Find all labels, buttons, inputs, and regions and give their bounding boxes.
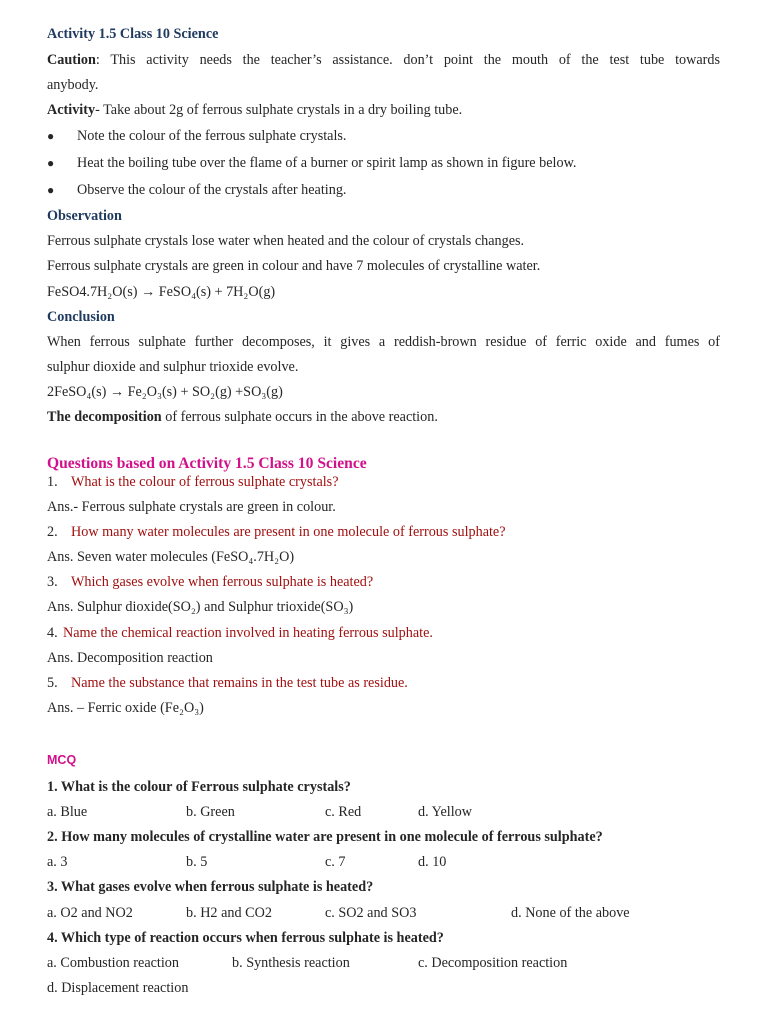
- activity-line: [47, 101, 720, 119]
- conclusion-final-rest: of ferrous sulphate occurs in the above reaction.: [161, 409, 438, 425]
- question-text: How many water molecules are present in one molecule of ferrous sulphate?: [71, 524, 506, 540]
- conclusion-line-1: When ferrous sulphate further decomposes, it gives a reddish-brown residue of ferric oxide and fumes of: [47, 334, 720, 350]
- mcq-option: c. Decomposition reaction: [418, 955, 568, 971]
- caution-text: : This activity needs the teacher’s assistance. don’t point the mouth of the test tube towards: [95, 52, 720, 68]
- mcq-option: d. None of the above: [511, 905, 630, 921]
- bullet-text: Heat the boiling tube over the flame of a burner or spirit lamp as shown in figure below.: [77, 155, 577, 171]
- question-text: Which gases evolve when ferrous sulphate is heated?: [71, 574, 374, 590]
- mcq-option: c. Red: [325, 804, 362, 820]
- question-item: [47, 624, 720, 642]
- bullet-text: Observe the colour of the crystals after heating.: [77, 182, 347, 198]
- mcq-option: a. 3: [47, 854, 68, 870]
- question-number: 5.: [47, 675, 58, 691]
- mcq-option: d. Displacement reaction: [47, 980, 189, 996]
- conclusion-final-bold: The decomposition: [47, 409, 162, 425]
- mcq-option: a. Blue: [47, 804, 88, 820]
- question-text: What is the colour of ferrous sulphate crystals?: [71, 474, 339, 490]
- conclusion-line-2: sulphur dioxide and sulphur trioxide evolve.: [47, 359, 299, 375]
- caution-label: Caution: [47, 52, 96, 68]
- conclusion-final: [47, 408, 720, 426]
- mcq-question: 1. What is the colour of Ferrous sulphate crystals?: [47, 779, 351, 795]
- answer-text: Ans. – Ferric oxide (Fe₂O₃): [47, 700, 204, 716]
- mcq-option: c. 7: [325, 854, 346, 870]
- conclusion-equation: 2FeSO₄(s) → Fe₂O₃(s) + SO₂(g) +SO₃(g): [47, 384, 283, 400]
- question-item: [47, 674, 720, 692]
- mcq-option: b. 5: [186, 854, 208, 870]
- question-text: Name the chemical reaction involved in heating ferrous sulphate.: [63, 625, 433, 641]
- question-number: 1.: [47, 474, 58, 490]
- caution-line-2: anybody.: [47, 77, 99, 93]
- observation-equation: FeSO4.7H₂O(s) → FeSO₄(s) + 7H₂O(g): [47, 284, 276, 300]
- mcq-option: c. SO2 and SO3: [325, 905, 417, 921]
- question-item: [47, 573, 720, 591]
- mcq-question: 4. Which type of reaction occurs when ferrous sulphate is heated?: [47, 930, 444, 946]
- observation-heading: Observation: [47, 208, 122, 224]
- mcq-question: 2. How many molecules of crystalline water are present in one molecule of ferrous sulphate?: [47, 829, 603, 845]
- mcq-option: b. Synthesis reaction: [232, 955, 350, 971]
- activity-text: - Take about 2g of ferrous sulphate crystals in a dry boiling tube.: [95, 102, 463, 118]
- bullet-icon: ●: [47, 156, 55, 170]
- mcq-question: 3. What gases evolve when ferrous sulphate is heated?: [47, 879, 374, 895]
- question-item: [47, 523, 720, 541]
- mcq-option: b. Green: [186, 804, 235, 820]
- page-title: Activity 1.5 Class 10 Science: [47, 26, 219, 42]
- caution-line-1: [47, 51, 720, 69]
- mcq-option: d. Yellow: [418, 804, 473, 820]
- answer-text: Ans. Decomposition reaction: [47, 650, 213, 666]
- activity-label: Activity: [47, 102, 96, 118]
- question-text: Name the substance that remains in the test tube as residue.: [71, 675, 408, 691]
- mcq-option: a. O2 and NO2: [47, 905, 133, 921]
- answer-text: Ans.- Ferrous sulphate crystals are green in colour.: [47, 499, 336, 515]
- question-number: 3.: [47, 574, 58, 590]
- mcq-option: d. 10: [418, 854, 447, 870]
- question-item: [47, 473, 720, 491]
- mcq-option: a. Combustion reaction: [47, 955, 179, 971]
- question-number: 4.: [47, 625, 58, 641]
- bullet-icon: ●: [47, 183, 55, 197]
- observation-line-1: Ferrous sulphate crystals lose water when heated and the colour of crystals changes.: [47, 233, 525, 249]
- mcq-heading: MCQ: [47, 753, 77, 767]
- bullet-icon: ●: [47, 129, 55, 143]
- question-number: 2.: [47, 524, 58, 540]
- conclusion-heading: Conclusion: [47, 309, 115, 325]
- bullet-text: Note the colour of the ferrous sulphate crystals.: [77, 128, 347, 144]
- answer-text: Ans. Sulphur dioxide(SO₂) and Sulphur trioxide(SO₃): [47, 599, 354, 615]
- mcq-option: b. H2 and CO2: [186, 905, 272, 921]
- questions-heading: Questions based on Activity 1.5 Class 10 Science: [47, 455, 367, 472]
- answer-text: Ans. Seven water molecules (FeSO₄.7H₂O): [47, 549, 295, 565]
- observation-line-2: Ferrous sulphate crystals are green in colour and have 7 molecules of crystalline water.: [47, 258, 541, 274]
